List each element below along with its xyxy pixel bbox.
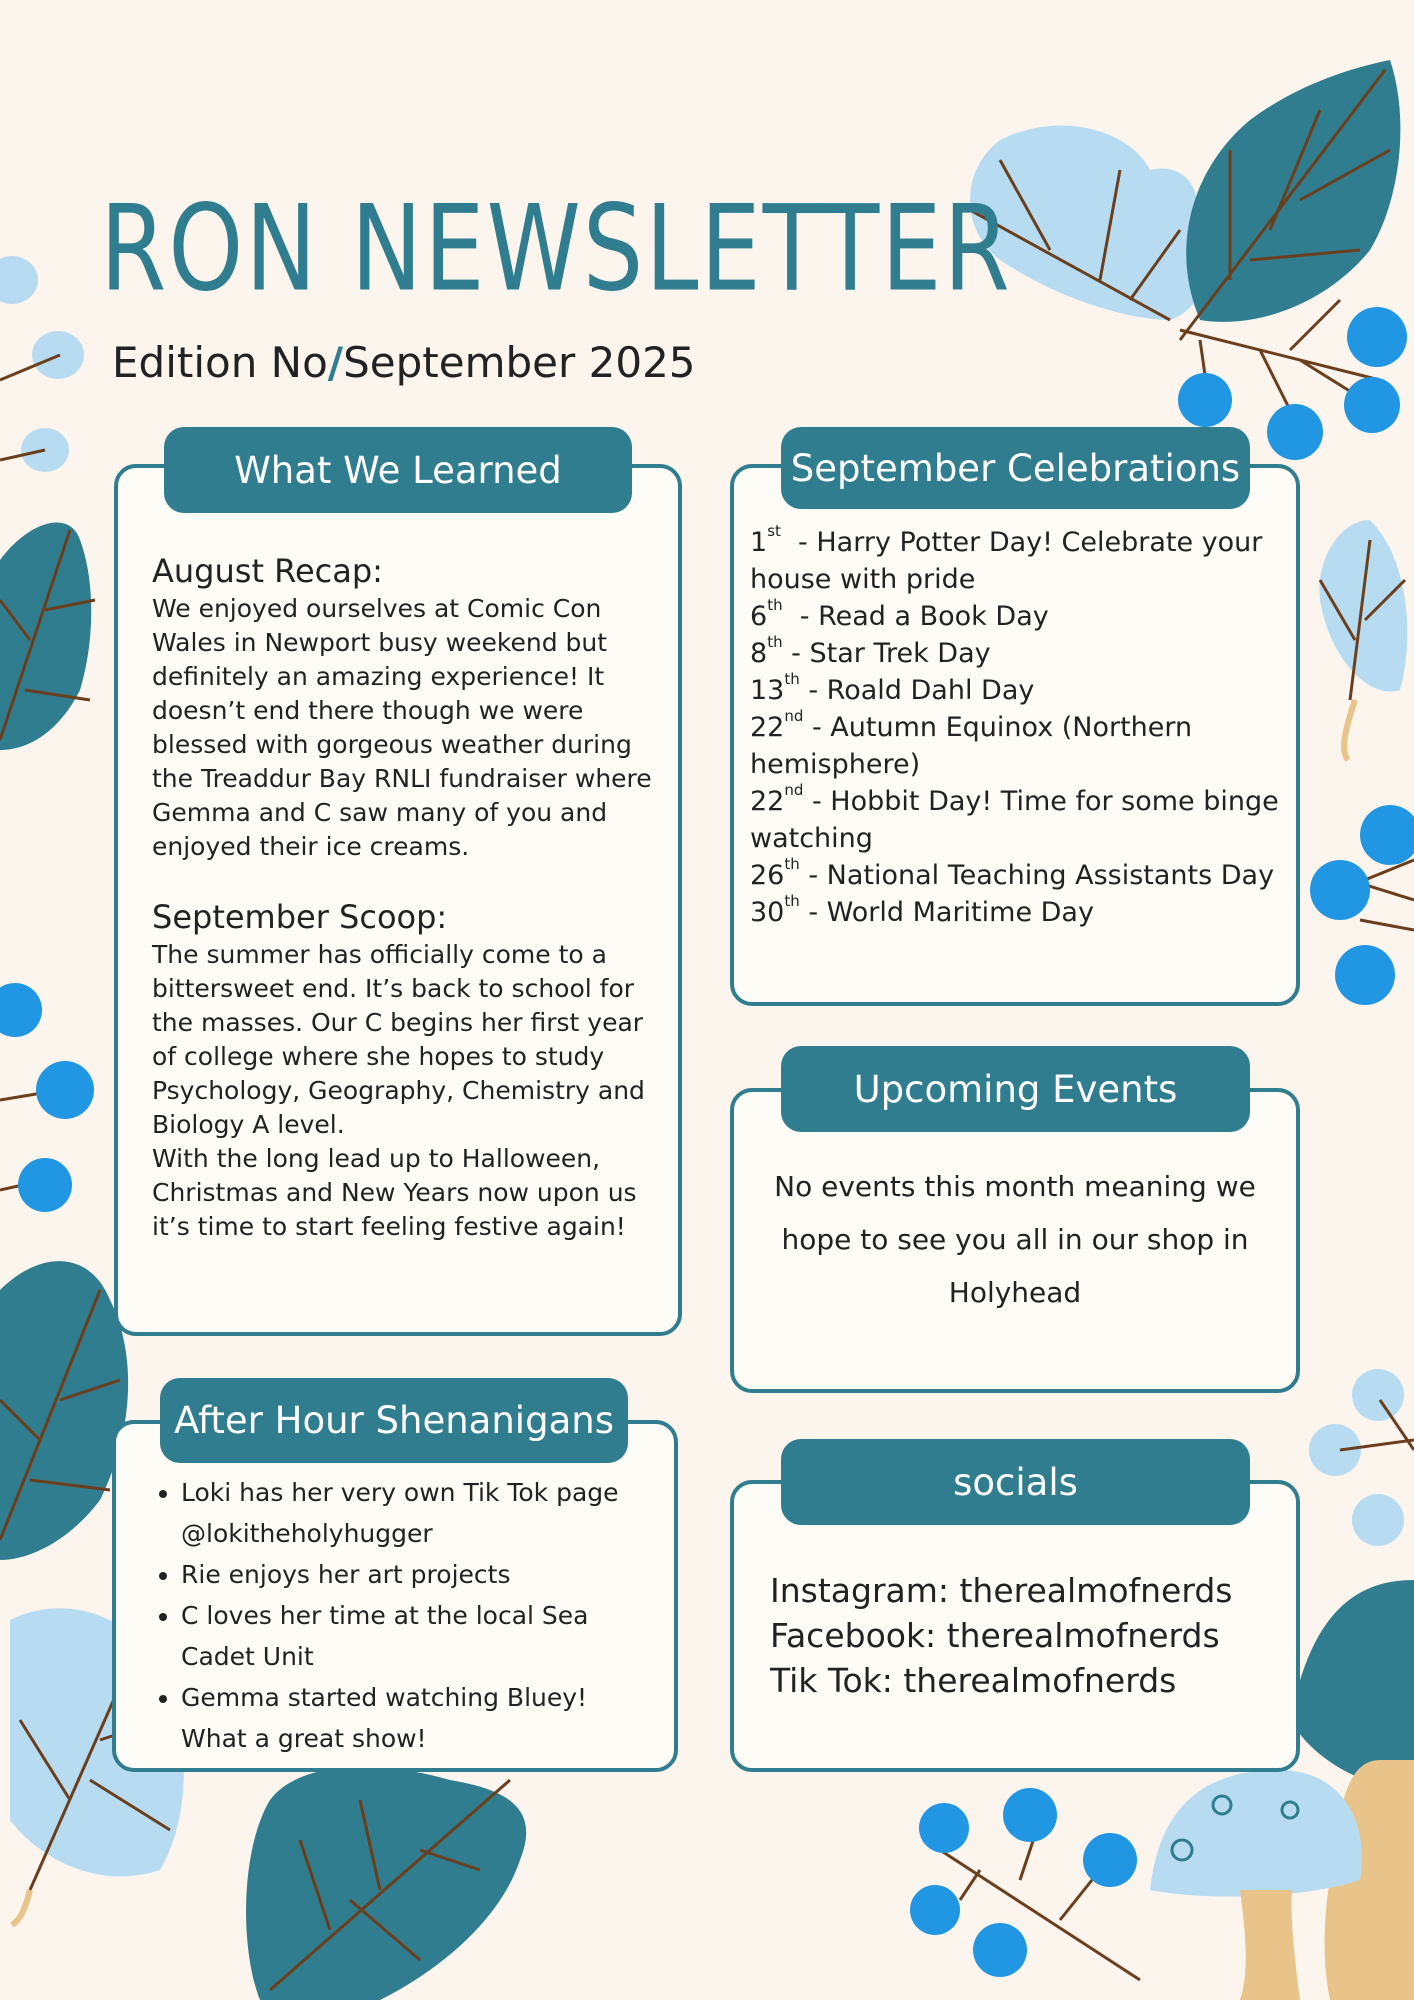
leaf-icon [0, 1261, 128, 1560]
shenanigans-heading: After Hour Shenanigans [160, 1378, 628, 1463]
berry-branch-icon [910, 1788, 1140, 1980]
list-item: • C loves her time at the local Sea Cadet Unit [181, 1595, 655, 1677]
edition-line [112, 338, 696, 387]
list-item: 6th - Read a Book Day [750, 596, 1049, 632]
tiktok-handle: Tik Tok: therealmofnerds [770, 1661, 1177, 1700]
berry-branch-icon [0, 256, 84, 472]
edition-prefix: Edition No [112, 338, 328, 387]
recap-text: We enjoyed ourselves at Comic Con Wales in Newport busy weekend but definitely an amazing experience! It doesn’t end there though we were blessed with gorgeous weather during the Treaddur Bay RNLI fundraiser where Gemma and C saw many of you and enjoyed their ice creams. [152, 594, 652, 861]
leaf-icon [1180, 60, 1400, 340]
list-item: 13th - Roald Dahl Day [750, 670, 1035, 706]
scoop-title: September Scoop: [152, 898, 448, 936]
berry-branch-icon [0, 983, 94, 1212]
socials-heading: socials [781, 1439, 1250, 1525]
leaf-icon [0, 523, 95, 750]
scoop-text: With the long lead up to Halloween, Christmas and New Years now upon us it’s time to start feeling festive again! [152, 1144, 637, 1241]
list-item: 22nd - Autumn Equinox (Northern hemisphere) [750, 707, 1201, 780]
leaf-icon [1319, 520, 1407, 760]
list-item: 30th - World Maritime Day [750, 892, 1094, 928]
list-item: • Rie enjoys her art projects [181, 1554, 655, 1595]
edition-date: September 2025 [343, 338, 696, 387]
berry-branch-icon [1309, 1369, 1414, 1546]
celebrations-list [750, 524, 1300, 931]
newsletter-title: RON NEWSLETTER [100, 179, 1012, 318]
list-item: 8th - Star Trek Day [750, 633, 991, 669]
scoop-text: The summer has officially come to a bittersweet end. It’s back to school for the masses. Our C begins her first year of college where she hopes to study Psychology, Geography, Chemistry and Biology A level. [152, 940, 645, 1139]
learned-content [152, 552, 652, 1244]
leaf-icon [246, 1767, 526, 2000]
instagram-handle: Instagram: therealmofnerds [770, 1571, 1233, 1610]
events-heading: Upcoming Events [781, 1046, 1250, 1132]
berry-branch-icon [1310, 805, 1414, 1005]
celebrations-heading: September Celebrations [781, 427, 1250, 509]
list-item: • Gemma started watching Bluey! What a great show! [181, 1677, 655, 1759]
recap-title: August Recap: [152, 552, 383, 590]
facebook-handle: Facebook: therealmofnerds [770, 1616, 1220, 1655]
list-item: 1st - Harry Potter Day! Celebrate your house with pride [750, 522, 1271, 595]
edition-slash: / [327, 338, 344, 387]
events-text: No events this month meaning we hope to see you all in our shop in Holyhead [774, 1170, 1256, 1309]
shenanigans-list [145, 1472, 655, 1759]
socials-list [770, 1568, 1270, 1703]
learned-heading: What We Learned [164, 427, 632, 513]
list-item: • Loki has her very own Tik Tok page @lokitheholyhugger [181, 1472, 655, 1554]
list-item: 22nd - Hobbit Day! Time for some binge watching [750, 781, 1288, 854]
list-item: 26th - National Teaching Assistants Day [750, 855, 1275, 891]
